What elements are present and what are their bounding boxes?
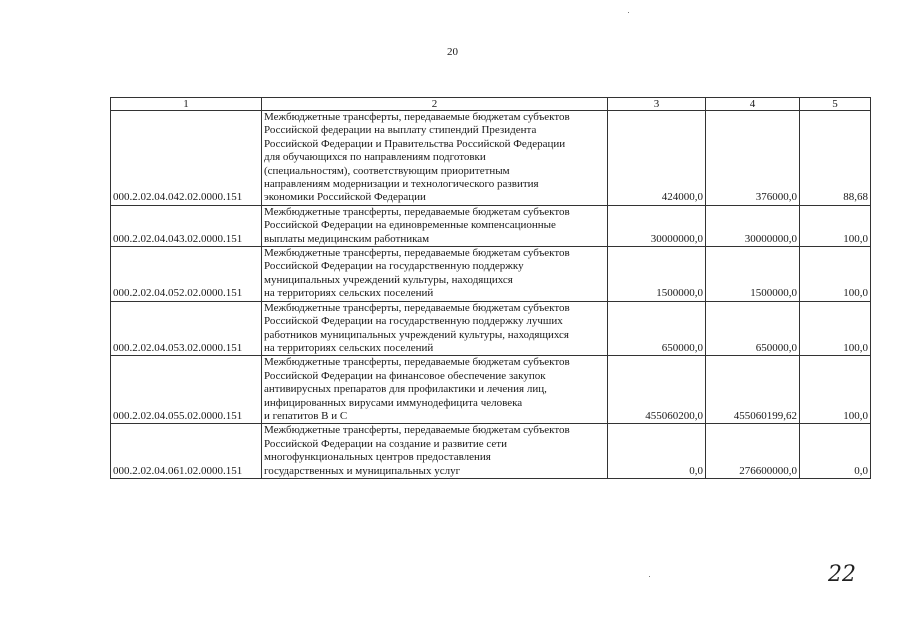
table-row: [111, 111, 871, 206]
description-line: Российской Федерации на единовременные компенсационные: [264, 219, 556, 232]
description-line: антивирусных препаратов для профилактики и лечения лиц,: [264, 383, 547, 396]
description-line: Межбюджетные трансферты, передаваемые бюджетам субъектов: [264, 205, 570, 218]
planned-amount: 1500000,0: [608, 247, 706, 302]
description-line: Российской Федерации на государственную поддержку лучших: [264, 315, 563, 328]
description-line: Межбюджетные трансферты, передаваемые бюджетам субъектов: [264, 356, 570, 369]
table-row: [111, 424, 871, 479]
transfer-description: [262, 301, 608, 356]
description-line: Российской Федерации и Правительства Российской Федерации: [264, 137, 566, 150]
budget-code: 000.2.02.04.052.02.0000.151: [111, 247, 262, 302]
table-row: [111, 301, 871, 356]
description-line: Российской Федерации на финансовое обеспечение закупок: [264, 369, 546, 382]
description-line: (специальностям), соответствующим приоритетным: [264, 164, 510, 177]
execution-percent: 100,0: [800, 247, 871, 302]
actual-amount: 376000,0: [706, 111, 800, 206]
planned-amount: 650000,0: [608, 301, 706, 356]
description-line: многофункциональных центров предоставления: [264, 451, 491, 464]
column-header-1: 1: [111, 98, 262, 111]
table-header-row: [111, 98, 871, 111]
execution-percent: 100,0: [800, 205, 871, 246]
handwritten-page-mark: 22: [828, 562, 856, 587]
description-line: и гепатитов В и С: [264, 409, 348, 422]
table-body: [111, 111, 871, 479]
actual-amount: 1500000,0: [706, 247, 800, 302]
actual-amount: 455060199,62: [706, 356, 800, 424]
column-header-4: 4: [706, 98, 800, 111]
budget-code: 000.2.02.04.043.02.0000.151: [111, 205, 262, 246]
description-line: на территориях сельских поселений: [264, 341, 434, 354]
description-line: Межбюджетные трансферты, передаваемые бюджетам субъектов: [264, 301, 570, 314]
table-row: [111, 356, 871, 424]
execution-percent: 88,68: [800, 111, 871, 206]
execution-percent: 100,0: [800, 356, 871, 424]
description-line: для обучающихся по направлениям подготовки: [264, 151, 486, 164]
page-number: 20: [447, 46, 458, 58]
planned-amount: 455060200,0: [608, 356, 706, 424]
description-line: Межбюджетные трансферты, передаваемые бюджетам субъектов: [264, 111, 570, 123]
scan-speck: [649, 576, 650, 577]
column-header-3: 3: [608, 98, 706, 111]
description-line: Российской Федерации на государственную поддержку: [264, 260, 524, 273]
scan-speck: [628, 12, 629, 13]
execution-percent: 0,0: [800, 424, 871, 479]
description-line: на территориях сельских поселений: [264, 287, 434, 300]
description-line: государственных и муниципальных услуг: [264, 464, 461, 477]
actual-amount: 30000000,0: [706, 205, 800, 246]
actual-amount: 650000,0: [706, 301, 800, 356]
budget-code: 000.2.02.04.055.02.0000.151: [111, 356, 262, 424]
planned-amount: 30000000,0: [608, 205, 706, 246]
table-row: [111, 205, 871, 246]
description-line: Межбюджетные трансферты, передаваемые бюджетам субъектов: [264, 247, 570, 260]
actual-amount: 276600000,0: [706, 424, 800, 479]
execution-percent: 100,0: [800, 301, 871, 356]
description-line: Российской Федерации на создание и развитие сети: [264, 437, 507, 450]
description-line: Межбюджетные трансферты, передаваемые бюджетам субъектов: [264, 424, 570, 437]
description-line: выплаты медицинским работникам: [264, 232, 430, 245]
budget-code: 000.2.02.04.042.02.0000.151: [111, 111, 262, 206]
column-header-5: 5: [800, 98, 871, 111]
budget-table: [110, 97, 871, 479]
planned-amount: 424000,0: [608, 111, 706, 206]
column-header-2: 2: [262, 98, 608, 111]
transfer-description: [262, 424, 608, 479]
description-line: муниципальных учреждений культуры, находящихся: [264, 273, 513, 286]
description-line: инфицированных вирусами иммунодефицита человека: [264, 396, 523, 409]
description-line: направлениям модернизации и технологического развития: [264, 178, 539, 191]
description-line: экономики Российской Федерации: [264, 191, 426, 204]
transfer-description: [262, 247, 608, 302]
budget-code: 000.2.02.04.053.02.0000.151: [111, 301, 262, 356]
description-line: работников муниципальных учреждений культуры, находящихся: [264, 328, 569, 341]
transfer-description: [262, 356, 608, 424]
table-row: [111, 247, 871, 302]
transfer-description: [262, 111, 608, 206]
description-line: Российской федерации на выплату стипендий Президента: [264, 124, 537, 137]
budget-code: 000.2.02.04.061.02.0000.151: [111, 424, 262, 479]
transfer-description: [262, 205, 608, 246]
planned-amount: 0,0: [608, 424, 706, 479]
